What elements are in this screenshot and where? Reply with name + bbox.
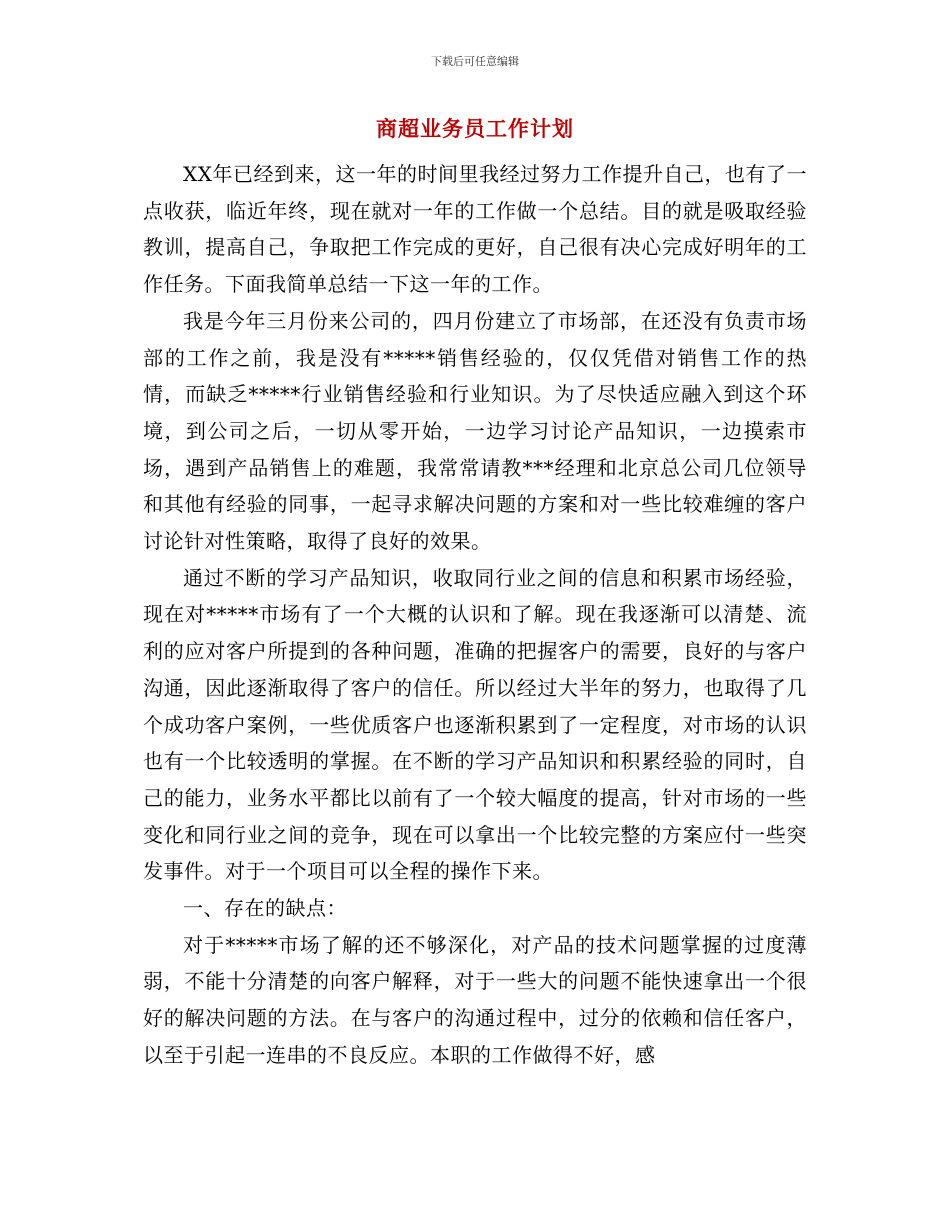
document-title: 商超业务员工作计划 bbox=[376, 117, 574, 141]
page-header-note: 下载后可任意编辑 bbox=[431, 55, 519, 68]
paragraph-progress: 通过不断的学习产品知识，收取同行业之间的信息和积累市场经验，现在对*****市场有了一个大概的认识和了解。现在我逐渐可以清楚、流利的应对客户所提到的各种问题，准确的把握客户的需要，良好的与客户沟通，因此逐渐取得了客户的信任。所以经过大半年的努力，也取得了几个成功客户案例，一些优质客户也逐渐积累到了一定程度，对市场的认识也有一个比较透明的掌握。在不断的学习产品知识和积累经验的同时，自己的能力，业务水平都比以前有了一个较大幅度的提高，针对市场的一些变化和同行业之间的竞争，现在可以拿出一个比较完整的方案应付一些突发事件。对于一个项目可以全程的操作下来。 bbox=[143, 565, 807, 884]
document-body bbox=[143, 156, 807, 1074]
paragraph-background: 我是今年三月份来公司的，四月份建立了市场部，在还没有负责市场部的工作之前，我是没有*****销售经验的，仅仅凭借对销售工作的热情，而缺乏*****行业销售经验和行业知识。为了尽快适应融入到这个环境，到公司之后，一切从零开始，一边学习讨论产品知识，一边摸索市场，遇到产品销售上的难题，我常常请教***经理和北京总公司几位领导和其他有经验的同事，一起寻求解决问题的方案和对一些比较难缠的客户讨论针对性策略，取得了良好的效果。 bbox=[143, 308, 807, 554]
paragraph-intro: XX年已经到来，这一年的时间里我经过努力工作提升自己，也有了一点收获，临近年终，现在就对一年的工作做一个总结。目的就是吸取经验教训，提高自己，争取把工作完成的更好，自己很有决心完成好明年的工作任务。下面我简单总结一下这一年的工作。 bbox=[143, 162, 807, 297]
paragraph-shortcomings: 对于*****市场了解的还不够深化，对产品的技术问题掌握的过度薄弱，不能十分清楚的向客户解释，对于一些大的问题不能快速拿出一个很好的解决问题的方法。在与客户的沟通过程中，过分的依赖和信任客户，以至于引起一连串的不良反应。本职的工作做得不好，感 bbox=[143, 932, 807, 1067]
section-heading-shortcomings: 一、存在的缺点： bbox=[183, 896, 347, 921]
